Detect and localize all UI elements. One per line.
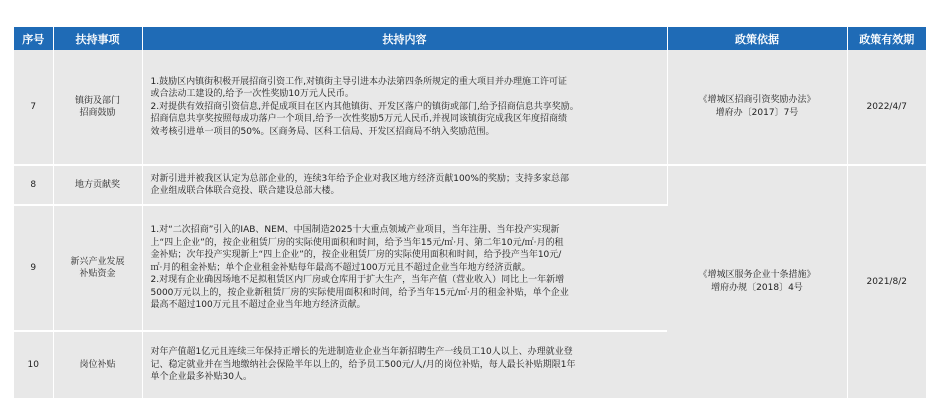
row-number: 9 (14, 205, 53, 331)
header-item: 扶持事项 (53, 27, 142, 50)
table-row (14, 165, 926, 205)
support-content: 1.对“二次招商”引入的IAB、NEM、中国制造2025十大重点领域产业项目，当年注册、当年投产实现新 上“四上企业”的，按企业租赁厂房的实际使用面积和时间，给予当年15元/㎡·月、第二年10元/㎡·月的租 金补贴；次年投产实现新上“四上企业”的，按企业租赁厂房的实际使用面积和时间，给予投产当年10元/ ㎡·月的租金补贴；单个企业租金补贴每年最高不超过100万元且不超过企业当年地方经济贡献。 2.对现有企业确因场地不足拟租赁区内厂房或仓库用于扩大生产，当年产值（营业收入）同比上一年新增 5000万元以上的，按企业新租赁厂房的实际使用面积和时间，给予当年15元/㎡·月的租金补贴，单个企业 最高不超过100万元且不超过企业当年地方经济贡献。 (142, 205, 667, 331)
support-item: 岗位补贴 (53, 331, 142, 399)
row-number: 10 (14, 331, 53, 399)
table-header-row (14, 27, 926, 50)
policy-validity: 2021/8/2 (847, 165, 926, 399)
policy-validity: 2022/4/7 (847, 50, 926, 165)
support-content: 1.鼓励区内镇街积极开展招商引资工作,对镇街主导引进本办法第四条所规定的重大项目并办理施工许可证 或合法动工建设的,给予一次性奖励10万元人民币。 2.对提供有效招商引资信息,并促成项目在区内其他镇街、开发区落户的镇街或部门,给予招商信息共享奖励。 招商信息共享奖按照每成功落户一个项目,给予一次性奖励5万元人民币,并视同该镇街完成我区年度招商绩 效考核引进单一项目的50%。区商务局、区科工信局、开发区招商局不纳入奖励范围。 (142, 50, 667, 165)
header-content: 扶持内容 (142, 27, 667, 50)
support-item: 镇街及部门 招商鼓励 (53, 50, 142, 165)
row-number: 7 (14, 50, 53, 165)
row-number: 8 (14, 165, 53, 205)
header-basis: 政策依据 (667, 27, 847, 50)
header-validity: 政策有效期 (847, 27, 926, 50)
table-row (14, 50, 926, 165)
header-no: 序号 (14, 27, 53, 50)
support-item: 地方贡献奖 (53, 165, 142, 205)
policy-table (14, 27, 926, 400)
support-content: 对年产值超1亿元且连续三年保持正增长的先进制造业企业当年新招聘生产一线员工10人以上、办理就业登 记、稳定就业并在当地缴纳社会保险半年以上的，给予员工500元/人/月的岗位补贴，每人最长补贴期限1年 单个企业最多补贴30人。 (142, 331, 667, 399)
support-content: 对新引进并被我区认定为总部企业的，连续3年给予企业对我区地方经济贡献100%的奖励；支持多家总部 企业组成联合体联合竞投、联合建设总部大楼。 (142, 165, 667, 205)
policy-basis: 《增城区服务企业十条措施》 增府办规〔2018〕4号 (667, 165, 847, 399)
support-item: 新兴产业发展 补贴资金 (53, 205, 142, 331)
policy-basis: 《增城区招商引资奖励办法》 增府办〔2017〕7号 (667, 50, 847, 165)
